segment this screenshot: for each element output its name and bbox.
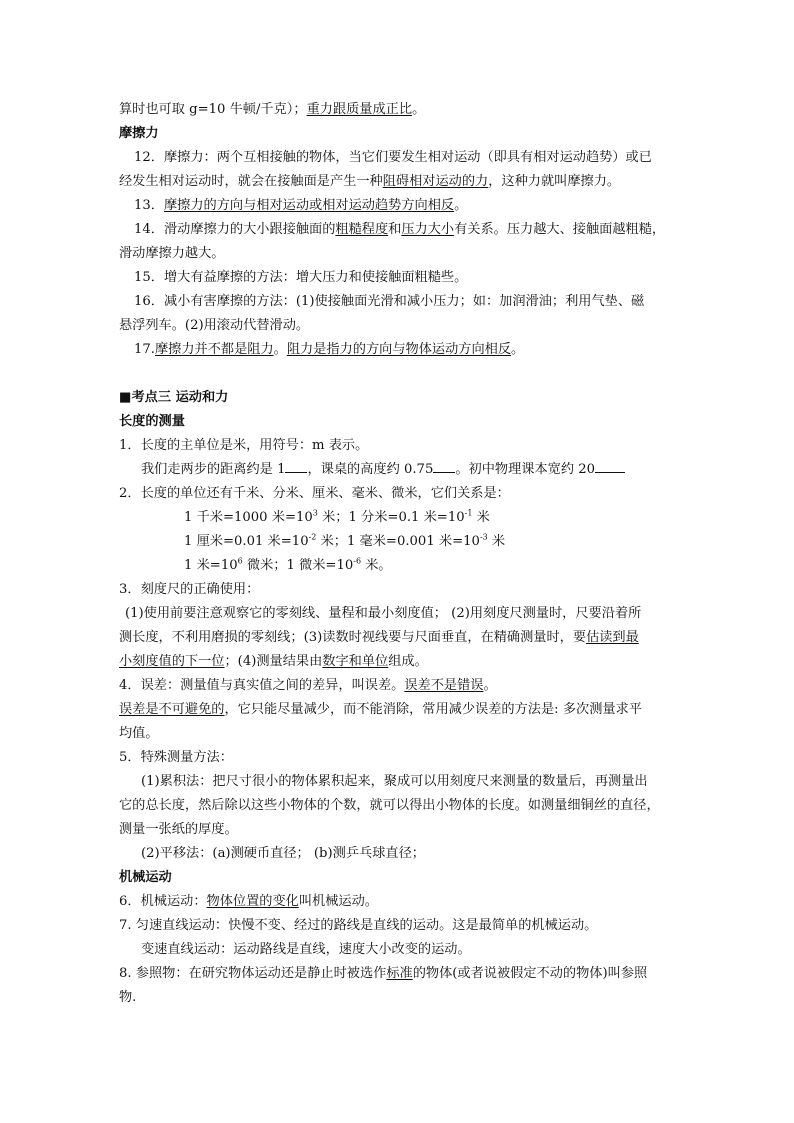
item-7-line2: 变速直线运动：运动路线是直线，速度大小改变的运动。 bbox=[141, 942, 471, 957]
blank-2 bbox=[433, 460, 455, 473]
item-3: 3．刻度尺的正确使用： bbox=[119, 582, 260, 597]
item-13: 13．摩擦力的方向与相对运动或相对运动趋势方向相反。 bbox=[134, 198, 468, 213]
item-5-line3: 测量一张纸的厚度。 bbox=[119, 822, 238, 837]
blank-1 bbox=[285, 460, 307, 473]
item-4: 4．误差：测量值与真实值之间的差异，叫误差。误差不是错误。 bbox=[119, 678, 497, 693]
item-14-line2: 滑动摩擦力越大。 bbox=[119, 246, 225, 261]
item-16-line2: 悬浮列车。(2)用滚动代替滑动。 bbox=[119, 318, 310, 333]
item-3-line1: (1)使用前要注意观察它的零刻线、量程和最小刻度值； (2)用刻度尺测量时，尺要沿着所 bbox=[125, 606, 642, 621]
item-8: 8. 参照物：在研究物体运动还是静止时被选作标准的物体(或者说被假定不动的物体)叫参照 bbox=[119, 966, 648, 981]
item-5-line4: (2)平移法：(a)测硬币直径； (b)测乒乓球直径； bbox=[141, 846, 425, 861]
heading-friction: 摩擦力 bbox=[119, 126, 159, 141]
item-12-line2: 经发生相对运动时，就会在接触面是产生一种阻碍相对运动的力，这种力就叫摩擦力。 bbox=[119, 174, 621, 189]
item-14-line1: 14．滑动摩擦力的大小跟接触面的粗糙程度和压力大小有关系。压力越大、接触面越粗糙， bbox=[134, 222, 666, 237]
item-6: 6．机械运动：物体位置的变化叫机械运动。 bbox=[119, 894, 378, 909]
item-5: 5．特殊测量方法： bbox=[119, 750, 233, 765]
unit-conversion-1: 1 千米=1000 米$=10^3$ 米；1 分米=0.1 米$=10^{-1}$ 米 bbox=[184, 508, 490, 525]
item-12-line1: 12．摩擦力：两个互相接触的物体，当它们要发生相对运动（即具有相对运动趋势）或已 bbox=[134, 150, 652, 165]
item-3-line2: 测长度，不利用磨损的零刻线；(3)读数时视线要与尺面垂直，在精确测量时，要估读到最 bbox=[119, 630, 639, 645]
unit-conversion-2: 1 厘米=0.01 米$=10^{-2}$ 米；1 毫米=0.001 米$=10^{-3}$ 米 bbox=[184, 532, 506, 549]
item-4-line2: 误差是不可避免的，它只能尽量减少，而不能消除，常用减少误差的方法是: 多次测量求平 bbox=[119, 702, 642, 717]
item-1: 1．长度的主单位是米，用符号：m 表示。 bbox=[119, 438, 369, 453]
item-2: 2．长度的单位还有千米、分米、厘米、毫米、微米，它们关系是： bbox=[119, 486, 510, 501]
item-8-line2: 物. bbox=[119, 990, 137, 1005]
heading-mechanical-motion: 机械运动 bbox=[119, 870, 172, 885]
blank-3 bbox=[595, 460, 625, 473]
section-heading-kaodian3: ■考点三 运动和力 bbox=[119, 390, 229, 405]
item-17: 17.摩擦力并不都是阻力。阻力是指力的方向与物体运动方向相反。 bbox=[134, 342, 525, 357]
line-gravity-end: 算时也可取 g=10 牛顿/千克）；重力跟质量成正比。 bbox=[119, 102, 426, 117]
heading-length-measurement: 长度的测量 bbox=[119, 414, 185, 429]
unit-conversion-3: 1 米$=10^6$ 微米；1 微米$=10^{-6}$ 米。 bbox=[184, 556, 392, 573]
item-3-line3: 小刻度值的下一位；(4)测量结果由数字和单位组成。 bbox=[119, 654, 428, 669]
item-5-line1: (1)累积法：把尺寸很小的物体累积起来，聚成可以用刻度尺来测量的数量后，再测量出 bbox=[141, 774, 648, 789]
item-4-line3: 均值。 bbox=[119, 726, 159, 741]
item-15: 15．增大有益摩擦的方法：增大压力和使接触面粗糙些。 bbox=[134, 270, 468, 285]
item-16-line1: 16．减小有害摩擦的方法：(1)使接触面光滑和减小压力；如：加润滑油；利用气垫、磁 bbox=[134, 294, 645, 309]
item-7: 7. 匀速直线运动：快慢不变、经过的路线是直线的运动。这是最简单的机械运动。 bbox=[119, 918, 598, 933]
item-1-estimates: 我们走两步的距离约是 1 ，课桌的高度约 0.75 。初中物理课本宽约 20 bbox=[141, 458, 625, 481]
item-5-line2: 它的总长度，然后除以这些小物体的个数，就可以得出小物体的长度。如测量细铜丝的直径， bbox=[119, 798, 660, 813]
